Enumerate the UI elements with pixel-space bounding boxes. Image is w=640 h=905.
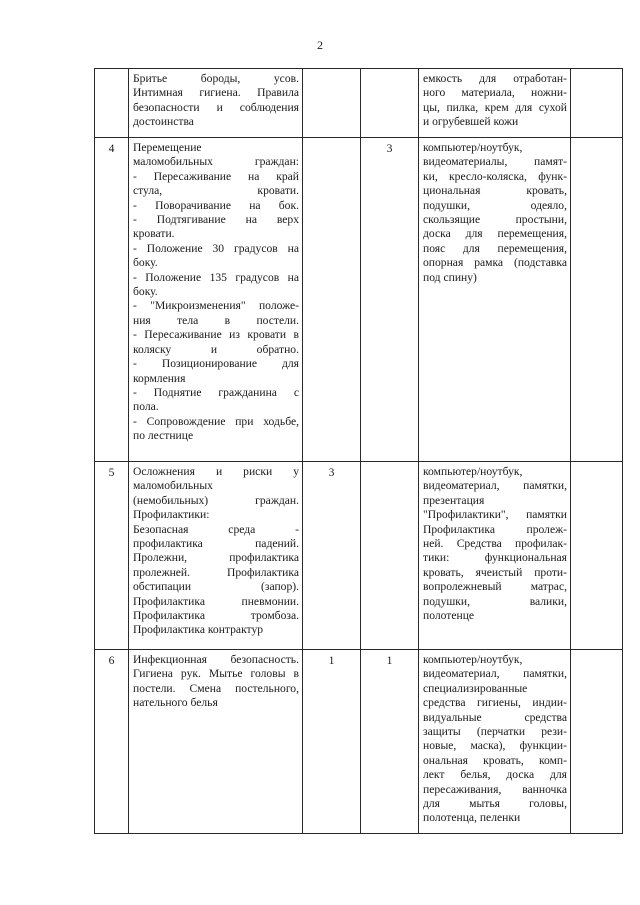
row-number: 4 xyxy=(95,138,129,462)
equipment-cell-line: скользящие простыни, xyxy=(423,213,567,227)
equipment-cell-line: полотенца, пеленки xyxy=(423,811,521,825)
hours-cell-b xyxy=(361,462,419,650)
equipment-cell-line: под спину) xyxy=(423,270,477,284)
equipment-cell-line: компьютер/ноутбук, xyxy=(423,465,523,478)
topic-cell-line: обстипации (запор). xyxy=(133,580,299,594)
row-number: 5 xyxy=(95,462,129,650)
topic-cell-line: Интимная гигиена. Правила xyxy=(133,86,299,100)
equipment-cell-line: цы, пилка, крем для сухой xyxy=(423,100,567,114)
empty-cell xyxy=(571,69,623,138)
topic-cell-line: ния тела в постели. xyxy=(133,313,299,327)
equipment-cell-line: ки, кресло-коляска, функ- xyxy=(423,169,567,183)
equipment-cell-line: ного материала, ножни- xyxy=(423,86,567,100)
equipment-cell-line: видеоматериал, памятки, xyxy=(423,667,567,681)
topic-cell-line: Профилактика тромбоза. xyxy=(133,609,299,623)
topic-cell-line: достоинства xyxy=(133,115,194,129)
hours-cell-b xyxy=(361,69,419,138)
equipment-cell-line: защиты (перчатки рези- xyxy=(423,725,567,739)
curriculum-table xyxy=(94,68,623,834)
equipment-cell-line: емкость для отработан- xyxy=(423,72,567,85)
topic-cell-line: Профилактика контрактур xyxy=(133,623,264,637)
equipment-cell-line: ональная кровать, комп- xyxy=(423,753,567,767)
equipment-cell-line: ней. Средства профилак- xyxy=(423,537,567,551)
topic-cell-line: нательного белья xyxy=(133,696,218,710)
topic-cell xyxy=(129,69,303,138)
topic-cell-line: маломобильных xyxy=(133,479,213,493)
equipment-cell xyxy=(419,650,571,834)
topic-cell-line: безопасности и соблюдения xyxy=(133,100,299,114)
topic-cell-line: пола. xyxy=(133,400,159,414)
topic-cell-line: - Поднятие гражданина с xyxy=(133,385,299,399)
table-row xyxy=(95,462,623,650)
row-number: 6 xyxy=(95,650,129,834)
topic-cell-line: - Пересаживание на край xyxy=(133,169,299,183)
equipment-cell-line: опорная рамка (подставка xyxy=(423,256,567,270)
equipment-cell-line: компьютер/ноутбук, xyxy=(423,653,523,666)
equipment-cell-line: кровать, ячеистый проти- xyxy=(423,565,567,579)
topic-cell-line: - "Микроизменения" положе- xyxy=(133,299,299,313)
topic-cell-line: Гигиена рук. Мытье головы в xyxy=(133,667,299,681)
topic-cell-line: - Положение 30 градусов на xyxy=(133,241,299,255)
table-row xyxy=(95,69,623,138)
topic-cell-line: Профилактика пневмонии. xyxy=(133,594,299,608)
topic-cell-line: профилактика падений. xyxy=(133,537,299,551)
topic-cell-line: кровати. xyxy=(133,227,175,241)
topic-cell-line: по лестнице xyxy=(133,429,194,443)
equipment-cell-line: презентация xyxy=(423,493,485,507)
empty-cell xyxy=(571,138,623,462)
equipment-cell-line: видуальные средства xyxy=(423,710,567,724)
equipment-cell-line: подушки, одеяло, xyxy=(423,198,567,212)
equipment-cell-line: видеоматериалы, памят- xyxy=(423,155,567,169)
equipment-cell xyxy=(419,462,571,650)
topic-cell xyxy=(129,138,303,462)
equipment-cell-line: Профилактика пролеж- xyxy=(423,522,567,536)
empty-cell xyxy=(571,462,623,650)
equipment-cell-line: полотенце xyxy=(423,609,475,623)
topic-cell-line: Инфекционная безопасность. xyxy=(133,653,299,666)
empty-cell xyxy=(571,650,623,834)
equipment-cell-line: новые, маска), функции- xyxy=(423,739,567,753)
topic-cell-line: Перемещение xyxy=(133,141,202,154)
equipment-cell-line: подушки, валики, xyxy=(423,594,567,608)
equipment-cell-line: пояс для перемещения, xyxy=(423,241,567,255)
topic-cell-line: - Позиционирование для xyxy=(133,357,299,371)
page-number: 2 xyxy=(317,38,323,52)
topic-cell-line: кормления xyxy=(133,371,186,385)
topic-cell-line: маломобильных граждан: xyxy=(133,155,299,169)
hours-cell-a xyxy=(303,138,361,462)
topic-cell-line: боку. xyxy=(133,256,158,270)
table-row xyxy=(95,138,623,462)
topic-cell-line: - Сопровождение при ходьбе, xyxy=(133,414,299,428)
topic-cell-line: Безопасная среда - xyxy=(133,522,299,536)
equipment-cell-line: циональная кровать, xyxy=(423,184,567,198)
topic-cell-line: коляску и обратно. xyxy=(133,342,299,356)
equipment-cell-line: компьютер/ноутбук, xyxy=(423,141,523,154)
equipment-cell-line: тики: функциональная xyxy=(423,551,567,565)
topic-cell-line: - Поворачивание на бок. xyxy=(133,198,299,212)
topic-cell xyxy=(129,650,303,834)
hours-cell-a: 3 xyxy=(303,462,361,650)
topic-cell-line: Пролежни, профилактика xyxy=(133,551,299,565)
topic-cell-line: (немобильных) граждан. xyxy=(133,493,299,507)
equipment-cell-line: для мытья головы, xyxy=(423,797,567,811)
hours-cell-a xyxy=(303,69,361,138)
equipment-cell-line: пересаживания, ванночка xyxy=(423,782,567,796)
equipment-cell-line: вопролежневый матрас, xyxy=(423,580,567,594)
topic-cell-line: Профилактики: xyxy=(133,508,210,522)
topic-cell-line: - Пересаживание из кровати в xyxy=(133,328,299,342)
equipment-cell-line: специализированные xyxy=(423,681,528,695)
equipment-cell-line: средства гигиены, индии- xyxy=(423,696,567,710)
hours-cell-a: 1 xyxy=(303,650,361,834)
topic-cell-line: постели. Смена постельного, xyxy=(133,681,299,695)
hours-cell-b: 1 xyxy=(361,650,419,834)
topic-cell-line: Осложнения и риски у xyxy=(133,465,299,478)
row-number xyxy=(95,69,129,138)
equipment-cell-line: и огрубевшей кожи xyxy=(423,115,519,129)
topic-cell-line: Бритье бороды, усов. xyxy=(133,72,299,85)
equipment-cell xyxy=(419,69,571,138)
topic-cell-line: стула, кровати. xyxy=(133,184,299,198)
equipment-cell xyxy=(419,138,571,462)
equipment-cell-line: лект белья, доска для xyxy=(423,768,567,782)
equipment-cell-line: "Профилактики", памятки xyxy=(423,508,567,522)
equipment-cell-line: доска для перемещения, xyxy=(423,227,567,241)
topic-cell xyxy=(129,462,303,650)
topic-cell-line: - Положение 135 градусов на xyxy=(133,270,299,284)
table-row xyxy=(95,650,623,834)
equipment-cell-line: видеоматериал, памятки, xyxy=(423,479,567,493)
topic-cell-line: - Подтягивание на верх xyxy=(133,213,299,227)
hours-cell-b: 3 xyxy=(361,138,419,462)
topic-cell-line: пролежней. Профилактика xyxy=(133,565,299,579)
topic-cell-line: боку. xyxy=(133,285,158,299)
